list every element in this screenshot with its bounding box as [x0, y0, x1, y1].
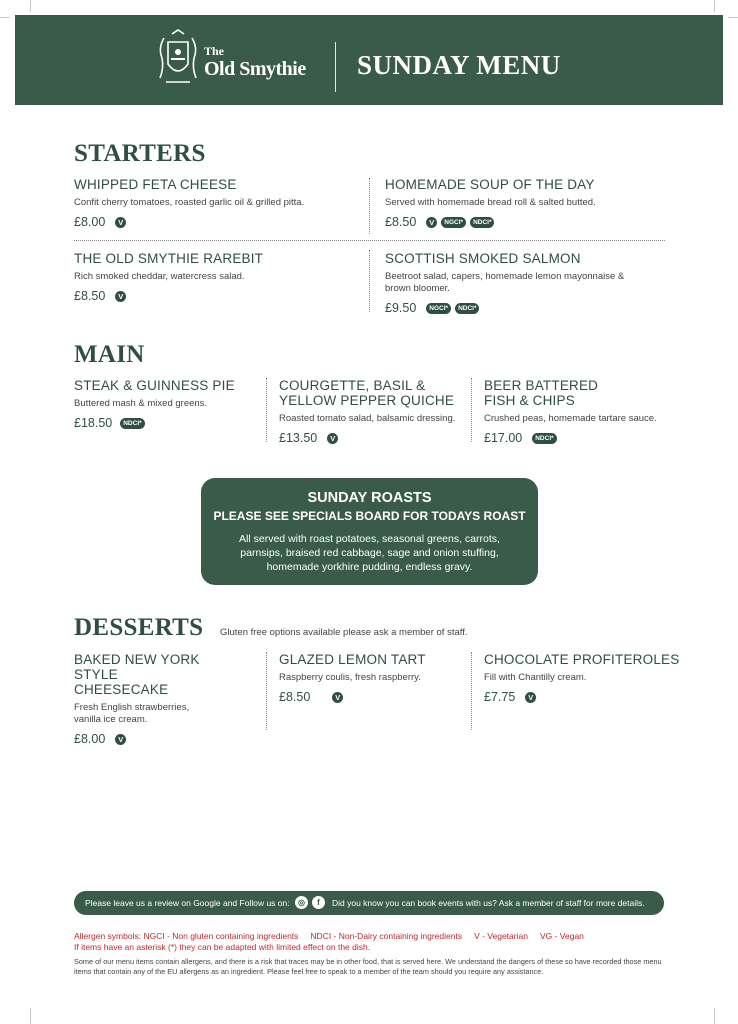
item-desc: Fill with Chantilly cream.	[484, 672, 587, 683]
item-name: HOMEMADE SOUP OF THE DAY	[385, 177, 595, 192]
item-price	[74, 732, 254, 746]
menu-item	[385, 177, 675, 229]
item-name: CHOCOLATE PROFITEROLES	[484, 652, 680, 667]
section-title-desserts: DESSERTS	[74, 614, 204, 641]
allergen-ndci: NDCI - Non-Dairy containing ingredients	[310, 931, 463, 941]
price-value: £8.00	[74, 732, 106, 746]
vegetarian-badge: V	[327, 433, 338, 444]
logo-the: The	[204, 44, 225, 58]
item-desc: Beetroot salad, capers, homemade lemon mayonnaise & brown bloomer.	[385, 271, 625, 294]
vegetarian-badge: V	[115, 734, 126, 745]
menu-item	[385, 251, 645, 315]
item-desc: Served with homemade bread roll & salted butted.	[385, 197, 596, 208]
item-name: GLAZED LEMON TART	[279, 652, 426, 667]
section-title-starters: STARTERS	[74, 140, 206, 167]
item-price	[74, 289, 354, 303]
review-bar	[74, 891, 664, 915]
allergen-ngci: Allergen symbols: NGCI - Non gluten containing ingredients	[74, 931, 299, 941]
item-desc: Rich smoked cheddar, watercress salad.	[74, 271, 245, 282]
crop-mark	[714, 1008, 715, 1024]
ngci-badge: NGCI*	[426, 303, 451, 314]
allergen-legend	[74, 931, 596, 953]
roasts-subtitle: PLEASE SEE SPECIALS BOARD FOR TODAYS ROAST	[213, 509, 526, 523]
menu-item	[484, 652, 684, 704]
roasts-body: All served with roast potatoes, seasonal greens, carrots, parnsips, braised red cabbage, sage and onion stuffing, homemade yorkhire pudding, endless gravy.	[239, 533, 500, 573]
item-desc: Roasted tomato salad, balsamic dressing.	[279, 413, 456, 424]
allergen-vg: VG - Vegan	[539, 931, 584, 941]
item-desc: Raspberry coulis, fresh raspberry.	[279, 672, 421, 683]
vegetarian-badge: V	[115, 217, 126, 228]
ndci-badge: NDCI*	[532, 433, 556, 444]
item-name: COURGETTE, BASIL & YELLOW PEPPER QUICHE	[279, 378, 455, 408]
header-divider	[335, 42, 336, 92]
crop-mark	[30, 1008, 31, 1024]
review-text: Please leave us a review on Google and Follow us on:	[85, 898, 290, 908]
price-value: £8.00	[74, 215, 106, 229]
price-value: £17.00	[484, 431, 523, 445]
page-title: SUNDAY MENU	[357, 50, 561, 80]
facebook-icon[interactable]: f	[312, 896, 325, 909]
sunday-roasts-panel	[201, 478, 538, 585]
item-price	[484, 431, 674, 445]
price-value: £18.50	[74, 416, 113, 430]
item-name: WHIPPED FETA CHEESE	[74, 177, 237, 192]
allergen-disclaimer: Some of our menu items contain allergens, and there is a risk that traces may be in other food, that is served here. We understand the dangers of these so have recorded those menu items that contain any of the EU allergens as an ingredient. Please feel free to speak to a member of the team should you require any assistance.	[74, 957, 662, 976]
item-price	[74, 416, 254, 430]
crop-mark	[0, 17, 10, 18]
item-price	[385, 215, 675, 229]
row-divider	[74, 240, 665, 241]
crest-logo-icon	[154, 28, 202, 92]
price-value: £8.50	[279, 690, 311, 704]
vegetarian-badge: V	[426, 217, 437, 228]
events-text: Did you know you can book events with us? Ask a member of staff for more details.	[332, 898, 645, 908]
ndci-badge: NDCI*	[455, 303, 479, 314]
menu-item	[279, 378, 464, 445]
crop-mark	[728, 17, 738, 18]
item-desc: Confit cherry tomatoes, roasted garlic oil & grilled pitta.	[74, 197, 305, 208]
crop-mark	[714, 0, 715, 12]
price-value: £8.50	[385, 215, 417, 229]
price-value: £9.50	[385, 301, 417, 315]
menu-item	[74, 378, 254, 430]
roasts-title: SUNDAY ROASTS	[307, 490, 432, 506]
menu-item	[484, 378, 674, 445]
vegetarian-badge: V	[115, 291, 126, 302]
item-name: STEAK & GUINNESS PIE	[74, 378, 235, 393]
ndci-badge: NDCI*	[120, 418, 144, 429]
item-name: BAKED NEW YORK STYLE CHEESECAKE	[74, 652, 200, 697]
vegetarian-badge: V	[332, 692, 343, 703]
section-title-main: MAIN	[74, 341, 145, 368]
column-divider	[369, 178, 370, 234]
item-desc: Fresh English strawberries, vanilla ice cream.	[74, 702, 190, 725]
item-price	[74, 215, 354, 229]
crop-mark	[30, 0, 31, 12]
logo-name: Old Smythie	[204, 58, 306, 80]
menu-item	[74, 251, 354, 303]
item-desc: Crushed peas, homemade tartare sauce.	[484, 413, 657, 424]
item-name: SCOTTISH SMOKED SALMON	[385, 251, 581, 266]
item-price	[279, 690, 464, 704]
item-name: THE OLD SMYTHIE RAREBIT	[74, 251, 264, 266]
gluten-free-note: Gluten free options available please ask a member of staff.	[220, 627, 468, 638]
ndci-badge: NDCI*	[470, 217, 494, 228]
menu-item	[74, 652, 254, 746]
item-price	[484, 690, 684, 704]
column-divider	[266, 652, 267, 730]
price-value: £13.50	[279, 431, 318, 445]
allergen-v: V - Vegetarian	[474, 931, 528, 941]
item-desc: Buttered mash & mixed greens.	[74, 398, 208, 409]
menu-item	[279, 652, 464, 704]
column-divider	[369, 250, 370, 312]
column-divider	[471, 652, 472, 730]
item-name: BEER BATTERED FISH & CHIPS	[484, 378, 599, 408]
vegetarian-badge: V	[525, 692, 536, 703]
asterisk-note: If items have an asterisk (*) they can be adapted with limited effect on the dish.	[74, 942, 371, 952]
column-divider	[266, 378, 267, 442]
ngci-badge: NGCI*	[441, 217, 466, 228]
menu-item	[74, 177, 354, 229]
instagram-icon[interactable]: ◎	[295, 896, 308, 909]
item-price	[279, 431, 464, 445]
column-divider	[471, 378, 472, 442]
price-value: £8.50	[74, 289, 106, 303]
item-price	[385, 301, 645, 315]
price-value: £7.75	[484, 690, 516, 704]
